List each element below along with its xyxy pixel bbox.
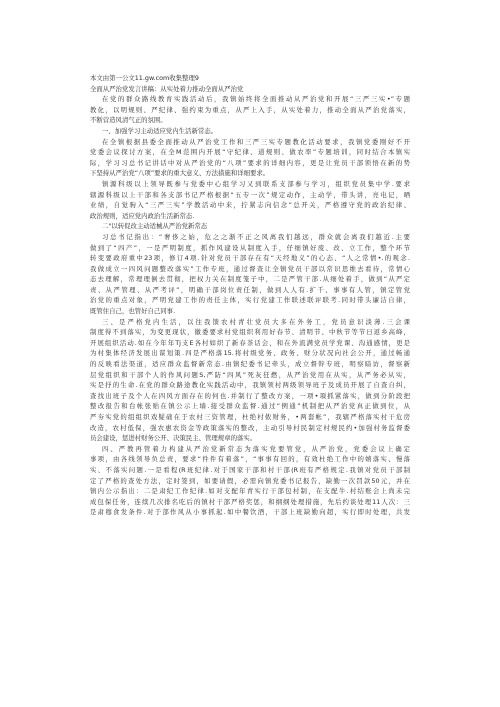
paragraph-line: 党委会议探讨方案，在全M范围内开展“守纪律、道规则、做农率”专题培训，同时结合本镇实 xyxy=(90,148,410,157)
paragraph-line: 业绩，自觉驹入“三严三实”学教活动中来，拧紧志向信念”总开关，严格遵守党的政治纪律、 xyxy=(90,201,410,210)
paragraph-first-line: 镇源科级以上领导既参与党委中心组学习又到联系支部参与学习，组织党员集中学.要求 xyxy=(102,179,410,188)
section-heading: 一、加强学习主动适应党内生活新常态。 xyxy=(102,126,218,135)
paragraph-line: 转变要政府重中23项，修订4项.针对党员干部存在有“天经地义”的心态、“人之常情•.的观念. xyxy=(90,254,410,263)
paragraph-line: 严夯实党的组组织戏疑础在于农村三资管理，杜绝村侬财务，•两套帐”，我辖严格落实村干危房 xyxy=(90,413,410,421)
paragraph-first-line: 三、是严格党内生活，以往我馈农村青壮党员大多在外务工，党员意识淡薄.三会课 xyxy=(102,317,410,326)
paragraph-last-line: 不断营造风清气正的氛围。 xyxy=(90,116,167,125)
paragraph-last-line: 既管住自己，也管好自己同事. xyxy=(90,307,176,316)
paragraph-line: 是肃穆食发条件.对于部作风从小事抓起.如中餐饮酒，干部上班缺勤向超，实行即时处理，共发 xyxy=(90,508,410,517)
paragraph-line: 际，学习习总书记讲话中对从严治党的“八项”要求的详细内容，更是让党员干部领悟在新的势 xyxy=(90,158,410,167)
document-source-line: 本文由第一公文11.gw.com收集整理9 xyxy=(90,74,199,82)
paragraph-line: 层党组织和干部个人的作风问题S,严防“四风”死灰狂燃，从严治党用在从实，从严务必从实， xyxy=(90,370,410,379)
paragraph-line: 我做成立一四风问题整改落实”工作专班，通过督查让全镇党员干部以常识思维去看待，常情心 xyxy=(90,264,410,273)
paragraph-line: 事项，由各线领导负总责，要求“件件有着落”，“事事有回的，有效杜绝工作中的嬉落实、慢落 xyxy=(90,455,410,464)
paragraph-line: 教化，以明规则、严纪律、强约束为重点，从严上入手，从实处着力，推动全面从严治党落实， xyxy=(90,105,410,114)
paragraph-line: 开展组织活动.如在今年年Tj支E各村如织了新春茶话会，和在外流满党员学党课、沟通感情，更是 xyxy=(90,338,410,347)
paragraph-line: 实、不落实问题.一是看程(R班纪律.对于国家干部和村干部(R班有严格规定.我镇对党员干部制 xyxy=(90,465,410,474)
paragraph-first-line: 四、严教再管着力构建从严治党新常态为落实党要管党，从严治党，党委会议上确定 xyxy=(102,444,410,453)
paragraph-line: 的反映看法渠道，适应群众监督新常态.由镇纪委书记牵头，成立督幹专班，明察暗访，督察新 xyxy=(90,360,410,369)
document-title: 全面从严治党发言讲稿：从实处着力推动全面从严治党 xyxy=(90,84,244,93)
paragraph-first-line: 习总书记指出：“奢侈之始，危之之渐不正之风离我们越远，群众就会离我们越近.主要 xyxy=(102,232,410,241)
paragraph-line: 责、从严管理、从严考评”，明确干部岗位责任制，做到人人有.扩千、事事有人管，镇定管党 xyxy=(90,285,410,294)
section-heading: 二"以转促改主动适械从严治党新常态 xyxy=(102,222,208,231)
paragraph-line: 实是抒的生命.在党的群众路途教化实践活动中，我镇领村两级领导班子及成员开展了自查自纠， xyxy=(90,381,410,390)
paragraph-line: 查找出班子及个人在四风方面存在的何也.并制行了整改方案，一项•項抓紧落实，做到分阶段把 xyxy=(90,391,410,400)
paragraph-last-line: 员会建设，惩进村财务公开、决策民主、管理规章的落实。 xyxy=(90,434,257,443)
paragraph-line: 定了严格的查处方法，定时签到，如要请假，必需向镇党委书记报告，缺勤一次罚款50元，并在 xyxy=(90,476,410,485)
paragraph-line: 态去理解，常理理倒去贯彻，把权力关在制度笼子中，二是严管干部.从细处着手，做到“从严定 xyxy=(90,275,410,284)
paragraph-line: 制度得不到落实，为变更现状，徽委要求村党组织利用好春节、清明节、中秋节等节日返乡高峰， xyxy=(90,328,410,337)
paragraph-line: 治党的重点对象，严明党建工作的责任主体，实行党建工作联述联评联考.同时带头廉洁自律， xyxy=(90,296,410,305)
paragraph-line: 辖源科级以上干部和各支部书记严格根据“五专一次”规定动作，主动学，带头讲，亮电记，晒 xyxy=(90,190,410,199)
paragraph-line: 改造，农村低保，强农惠农资金等政策落实的整改，主动引导村民制定村规民约•加强村务监督委 xyxy=(90,423,410,432)
paragraph-line: 镇内公示指出：二是肃纪工作纪律.如对支配年青实行干部包村制，在支配牛.村结账会上尚未完 xyxy=(90,487,410,496)
paragraph-line: 做到了“四产”，一是严明制度，抓作风建设从制度入手，仔细镇好废、改、立工作，整个环节 xyxy=(90,243,410,252)
paragraph-line: 为村集体经济发展出谋划策.四是严格落15.将村级党务、政务、财分状况向社会公开，通过畅通 xyxy=(90,349,410,358)
paragraph-line: 整改报告和台帐张贴在镇公示上墙.接受群众监督.通过“例通”机制把从严治党真正做到位，从 xyxy=(90,402,410,411)
paragraph-line: 成包保任务，连续几次排名吃后的镇村干部严格奖惩，和纲纲处理措施，先后约谈处理11人次：三 xyxy=(90,497,410,506)
paragraph-first-line: 在全镇根据县委全面推动从严治党工作和三严三实专题教化活动要求，我镇党委刚好不开 xyxy=(102,137,410,146)
paragraph-last-line: 政治规则，适应党内政治生活新常态. xyxy=(90,211,195,220)
paragraph-last-line: 下坚持从严治党“八项”要求的重大意义、方法措施和详细要求。 xyxy=(90,169,270,178)
paragraph-first-line: 在党的群众路线教育实践活动后，我镇始终将全面推动从严治党和开展“三严三实•”专题 xyxy=(102,95,410,104)
